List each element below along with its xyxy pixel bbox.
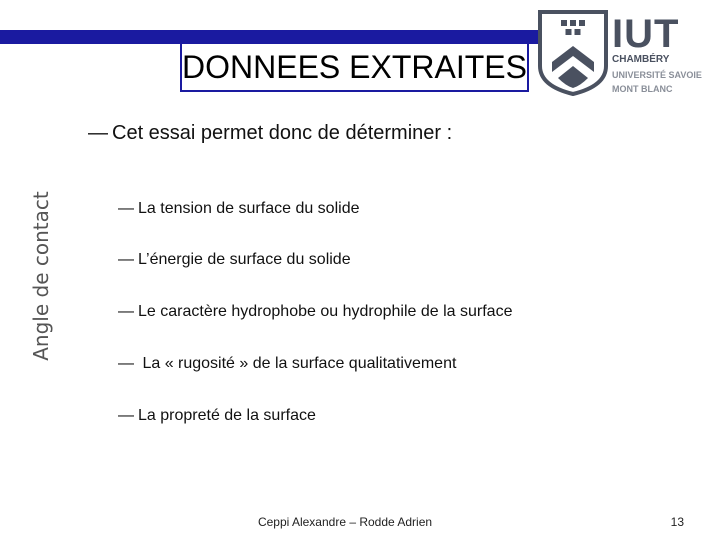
logo-city: CHAMBÉRY [612,54,670,65]
item-text: La tension de surface du solide [138,200,360,217]
intro-line [88,122,452,145]
item-dash: — [118,407,134,424]
logo-mont-blanc: MONT BLANC [612,84,673,94]
item-dash: — [118,200,134,217]
intro-dash: — [88,122,108,144]
list-item [118,200,359,218]
logo-university: UNIVERSITÉ SAVOIE [612,70,702,80]
list-item [118,407,316,425]
list-item [118,355,456,373]
item-dash: — [118,303,134,320]
logo-iut-text: IUT [612,12,680,56]
title-accent-bar [0,30,540,44]
slide-title: DONNEES EXTRAITES [182,48,527,85]
item-text: La propreté de la surface [138,407,316,424]
item-text: Le caractère hydrophobe ou hydrophile de la surface [138,303,513,320]
footer-authors: Ceppi Alexandre – Rodde Adrien [257,515,433,529]
title-frame [180,44,529,92]
item-dash: — [118,251,134,268]
vertical-section-label: Angle de contact [29,191,53,361]
intro-text: Cet essai permet donc de déterminer : [112,122,453,144]
item-text: L’énergie de surface du solide [138,251,351,268]
item-text: La « rugosité » de la surface qualitativement [138,355,457,372]
item-dash: — [118,355,134,372]
list-item [118,303,512,321]
list-item [118,251,351,269]
page-number: 13 [670,515,684,529]
